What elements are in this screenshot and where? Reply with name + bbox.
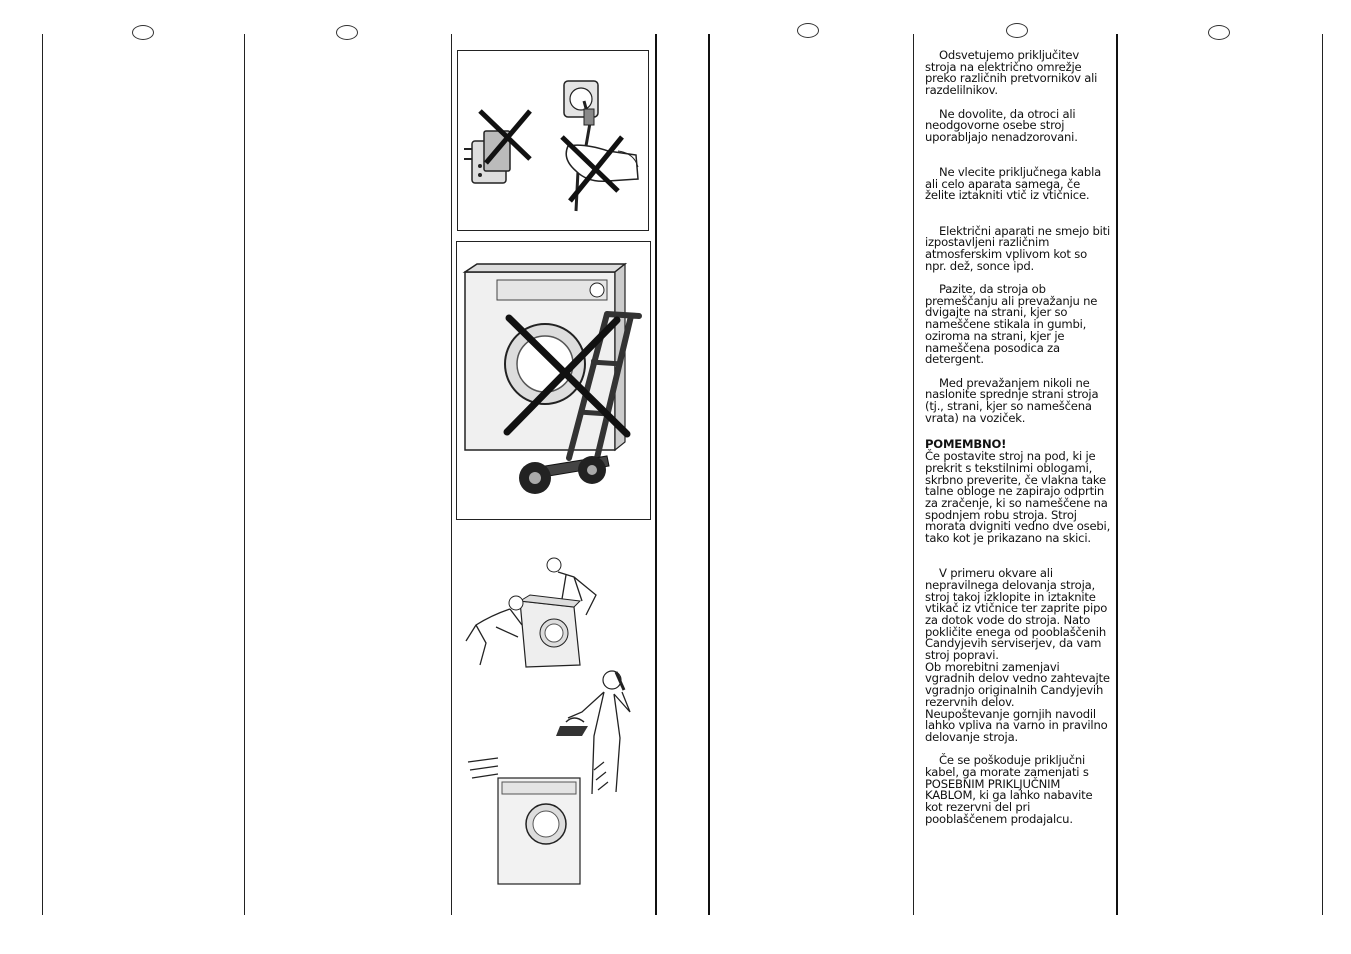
paragraph-lifting: Pazite, da stroja ob premeščanju ali prevažanju ne dvigajte na strani, kjer so nameščene stikala in gumbi, oziroma na strani, kjer je nameščena posodica za detergent. bbox=[925, 282, 1098, 367]
trolley-warning-figure bbox=[456, 241, 651, 520]
column-divider bbox=[1322, 34, 1323, 915]
plug-adapter-warning-icon bbox=[458, 51, 648, 230]
paragraph-malfunction: V primeru okvare ali nepravilnega delovanja stroja, stroj takoj izklopite in iztaknite vtikač iz vtičnice ter zaprite pipo za dotok vode do stroja. Nato pokličite enega od pooblaščenih Candyjevih serviserjev, da vam stroj popravi. bbox=[925, 566, 1108, 663]
column-divider bbox=[451, 34, 452, 915]
two-person-lift-icon bbox=[462, 555, 602, 675]
column-divider bbox=[655, 34, 657, 915]
paragraph-power-cable: Če se poškoduje priključni kabel, ga morate zamenjati s POSEBNIM PRIKLJUČNIM KABLOM, ki ga lahko nabavite kot rezervni del pri pooblaščenem prodajalcu. bbox=[925, 753, 1093, 826]
two-person-lift-figure bbox=[462, 555, 602, 675]
column-divider bbox=[42, 34, 43, 915]
language-marker-oval bbox=[132, 25, 154, 40]
paragraph-important: Če postavite stroj na pod, ki je prekrit s tekstilnimi oblogami, skrbno preverite, če vlakna take talne obloge ne zapirajo odprtin za zračenje, ki so nameščene na spodnjem robu stroja. Stroj morata dvigniti vedno dve osebi, tako kot je prikazano na skici. bbox=[925, 449, 1111, 546]
important-label: POMEMBNO! bbox=[925, 437, 1007, 452]
column-divider bbox=[913, 34, 914, 915]
trolley-warning-icon bbox=[457, 242, 650, 519]
column-divider bbox=[244, 34, 245, 915]
paragraph-weather: Električni aparati ne smejo biti izpostavljeni različnim atmosferskim vplivom kot so npr. dež, sonce ipd. bbox=[925, 223, 1111, 273]
language-marker-oval bbox=[1208, 25, 1230, 40]
paragraph-children: Ne dovolite, da otroci ali neodgovorne osebe stroj uporabljajo nenadzorovani. bbox=[925, 106, 1078, 144]
column-divider bbox=[1116, 34, 1118, 915]
paragraph-spare-parts: Ob morebitni zamenjavi vgradnih delov vedno zahtevajte vgradnjo originalnih Candyjevih rezervnih delov. bbox=[925, 659, 1110, 709]
safety-instructions-column bbox=[925, 50, 1111, 826]
language-marker-oval bbox=[797, 23, 819, 38]
unattended-appliance-icon bbox=[464, 662, 644, 890]
column-divider bbox=[708, 34, 710, 915]
unattended-appliance-figure bbox=[464, 662, 644, 890]
plug-warning-figure bbox=[457, 50, 649, 231]
paragraph-transport: Med prevažanjem nikoli ne naslonite sprednje strani stroja (tj., strani, kjer so nameščena vrata) na voziček. bbox=[925, 375, 1099, 425]
language-marker-oval bbox=[1006, 23, 1028, 38]
language-marker-oval bbox=[336, 25, 358, 40]
paragraph-adapters: Odsvetujemo priključitev stroja na električno omrežje preko različnih pretvornikov ali razdelilnikov. bbox=[925, 48, 1098, 98]
paragraph-cable-pull: Ne vlecite priključnega kabla ali celo aparata samega, če želite iztakniti vtič iz vtičnice. bbox=[925, 165, 1102, 203]
paragraph-noncompliance: Neupoštevanje gornjih navodil lahko vpliva na varno in pravilno delovanje stroja. bbox=[925, 706, 1108, 744]
